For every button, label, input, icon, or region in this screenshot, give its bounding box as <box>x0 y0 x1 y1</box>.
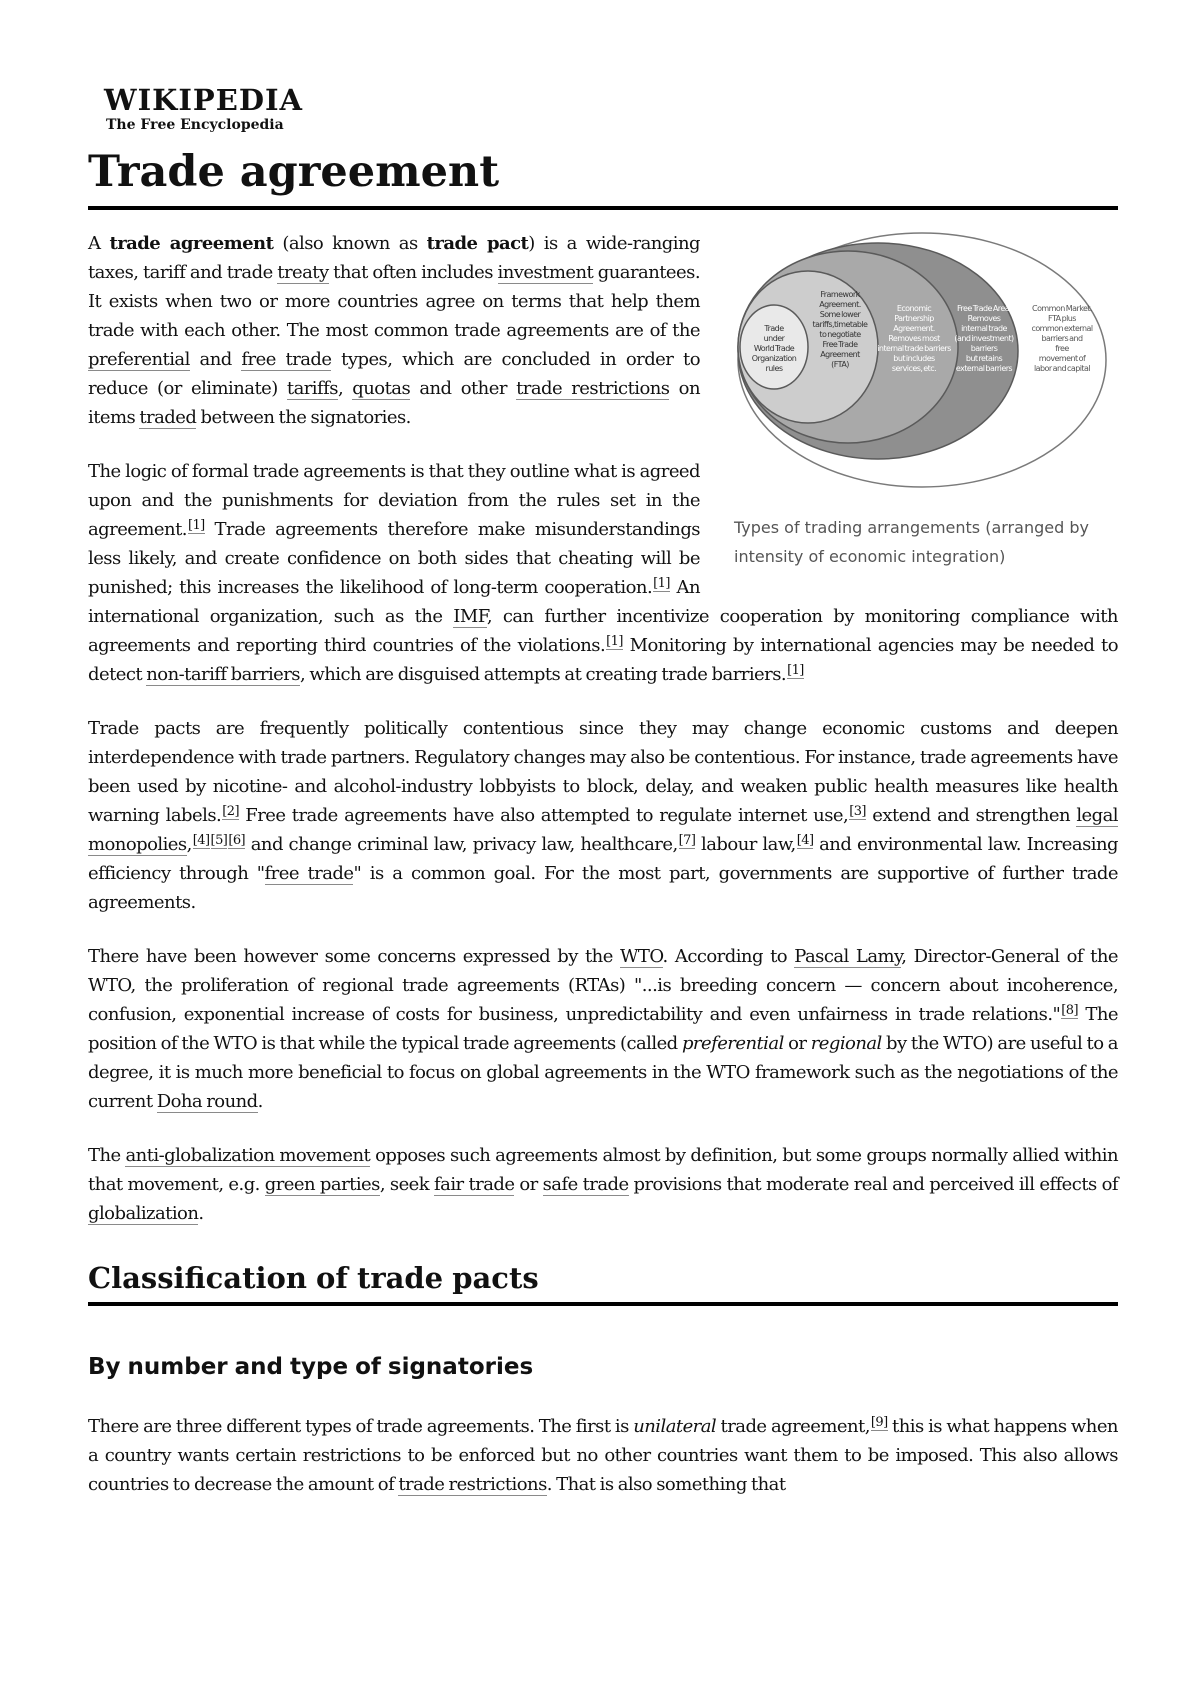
citation-8[interactable]: [8] <box>1061 1003 1079 1018</box>
figure-caption: Types of trading arrangements (arranged by intensity of economic integration) <box>734 518 1089 566</box>
link-non-tariff-barriers[interactable]: non-tariff barriers <box>146 664 300 685</box>
link-free-trade[interactable]: free trade <box>241 349 332 370</box>
link-wto[interactable]: WTO <box>619 946 663 967</box>
link-fair-trade[interactable]: fair trade <box>434 1174 515 1195</box>
citation-7[interactable]: [7] <box>678 833 696 848</box>
link-free-trade-2[interactable]: free trade <box>264 863 354 884</box>
paragraph-contentious: Trade pacts are frequently politically contentious since they may change economic customs and deepen interdependence with trade partners. Regulatory changes may also be contentious. For instance, trade agreements have been used by nicotine- and alcohol-industry lobbyists to block, delay, and weaken public health measures like health warning labels.[2] Free trade agreements have also attempted to regulate internet use,[3] extend and strengthen legal monopolies,[4][5][6] and change criminal law, privacy law, healthcare,[7] labour law,[4] and environmental law. Increasing efficiency through "free trade" is a common goal. For the most part, governments are supportive of further trade agreements. <box>88 718 1118 913</box>
ring-label-common-market: Common Market. FTA plus common external barriers and free movement of labor and capital <box>1031 304 1093 373</box>
subsection-heading-signatories: By number and type of signatories <box>88 1354 534 1380</box>
ring-label-framework: Framework Agreement. Some lower tariffs,timetable to negotiate Free Trade Agreement (FTA) <box>812 290 868 369</box>
ring-label-economic-partnership: Economic Partnership Agreement. Removes most internal trade barriers but includes services, etc. <box>877 304 951 373</box>
italic-term: unilateral <box>633 1416 717 1437</box>
article-body <box>88 229 1118 1524</box>
link-pascal-lamy[interactable]: Pascal Lamy <box>794 946 902 967</box>
citation-6[interactable]: [6] <box>228 833 246 848</box>
link-trade-restrictions-2[interactable]: trade restrictions <box>398 1474 547 1495</box>
link-treaty[interactable]: treaty <box>277 262 329 283</box>
nested-ellipses-diagram <box>736 231 1108 489</box>
logo-wordmark: WIKIPEDIA <box>104 83 304 117</box>
italic-term: preferential <box>681 1033 784 1054</box>
link-trade-restrictions[interactable]: trade restrictions <box>516 378 670 399</box>
page-title: Trade agreement <box>88 144 1118 210</box>
link-preferential[interactable]: preferential <box>88 349 190 370</box>
bold-term: trade agreement <box>109 233 274 254</box>
ring-label-wto-rules: Trade under World Trade Organization rules <box>751 324 797 373</box>
citation-1[interactable]: [1] <box>653 576 670 591</box>
link-imf[interactable]: IMF <box>453 606 487 627</box>
paragraph-wto-concerns: There have been however some concerns expressed by the WTO. According to Pascal Lamy, Director-General of the WTO, the proliferation of regional trade agreements (RTAs) "...is breeding concern — concern about incoherence, confusion, exponential increase of costs for business, unpredictability and even unfairness in trade relations."[8] The position of the WTO is that while the typical trade agreements (called preferential or regional by the WTO) are useful to a degree, it is much more beneficial to focus on global agreements in the WTO framework such as the negotiations of the current Doha round. <box>88 946 1118 1112</box>
citation-5[interactable]: [5] <box>210 833 228 848</box>
wikipedia-logo[interactable] <box>104 84 303 134</box>
link-traded[interactable]: traded <box>139 407 197 428</box>
logo-tagline: The Free Encyclopedia <box>106 117 284 133</box>
citation-3[interactable]: [3] <box>849 804 866 819</box>
paragraph-intro: A trade agreement (also known as trade pact) is a wide-ranging taxes, tariff and trade treaty that often includes investment guarantees. It exists when two or more countries agree on terms that help them trade with each other. The most common trade agreements are of the preferential and free trade types, which are concluded in order to reduce (or eliminate) tariffs, quotas and other trade restrictions on items traded between the signatories. <box>88 233 700 428</box>
paragraph-types: There are three different types of trade agreements. The first is unilateral trade agreement,[9] this is what happens when a country wants certain restrictions to be enforced but no other countries want them to be imposed. This also allows countries to decrease the amount of trade restrictions. That is also something that <box>88 1415 1118 1495</box>
link-safe-trade[interactable]: safe trade <box>542 1174 629 1195</box>
citation-1[interactable]: [1] <box>606 634 623 649</box>
citation-2[interactable]: [2] <box>222 804 239 819</box>
bold-term: trade pact <box>426 233 529 254</box>
link-tariffs[interactable]: tariffs <box>286 378 338 399</box>
link-anti-globalization-movement[interactable]: anti-globalization movement <box>125 1145 371 1166</box>
figure-trading-arrangements <box>728 231 1118 571</box>
link-investment[interactable]: investment <box>497 262 594 283</box>
citation-4[interactable]: [4] <box>192 833 210 848</box>
link-doha-round[interactable]: Doha round <box>156 1091 258 1112</box>
paragraph-anti-globalization: The anti-globalization movement opposes such agreements almost by definition, but some groups normally allied within that movement, e.g. green parties, seek fair trade or safe trade provisions that moderate real and perceived ill effects of globalization. <box>88 1145 1119 1224</box>
section-heading-classification: Classification of trade pacts <box>88 1258 1118 1306</box>
citation-1[interactable]: [1] <box>787 663 804 678</box>
link-legal-monopolies[interactable]: legal monopolies <box>88 805 1118 855</box>
link-quotas[interactable]: quotas <box>352 378 411 399</box>
link-globalization[interactable]: globalization <box>88 1203 199 1224</box>
italic-term: regional <box>810 1033 882 1054</box>
link-green-parties[interactable]: green parties <box>264 1174 380 1195</box>
citation-9[interactable]: [9] <box>870 1415 888 1430</box>
ring-label-free-trade-area: Free Trade Area. Removes internal trade (and investment) barriers but retains external barriers <box>954 304 1014 373</box>
citation-1[interactable]: [1] <box>187 518 205 533</box>
citation-4[interactable]: [4] <box>796 833 814 848</box>
paragraph-logic: The logic of formal trade agreements is that they outline what is agreed upon and the punishments for deviation from the rules set in the agreement.[1] Trade agreements therefore make misunderstandings less likely, and create confidence on both sides that cheating will be punished; this increases the likelihood of long-term cooperation.[1] An international organization, such as the IMF, can further incentivize cooperation by monitoring compliance with agreements and reporting third countries of the violations.[1] Monitoring by international agencies may be needed to detect non-tariff barriers, which are disguised attempts at creating trade barriers.[1] <box>88 461 1118 685</box>
